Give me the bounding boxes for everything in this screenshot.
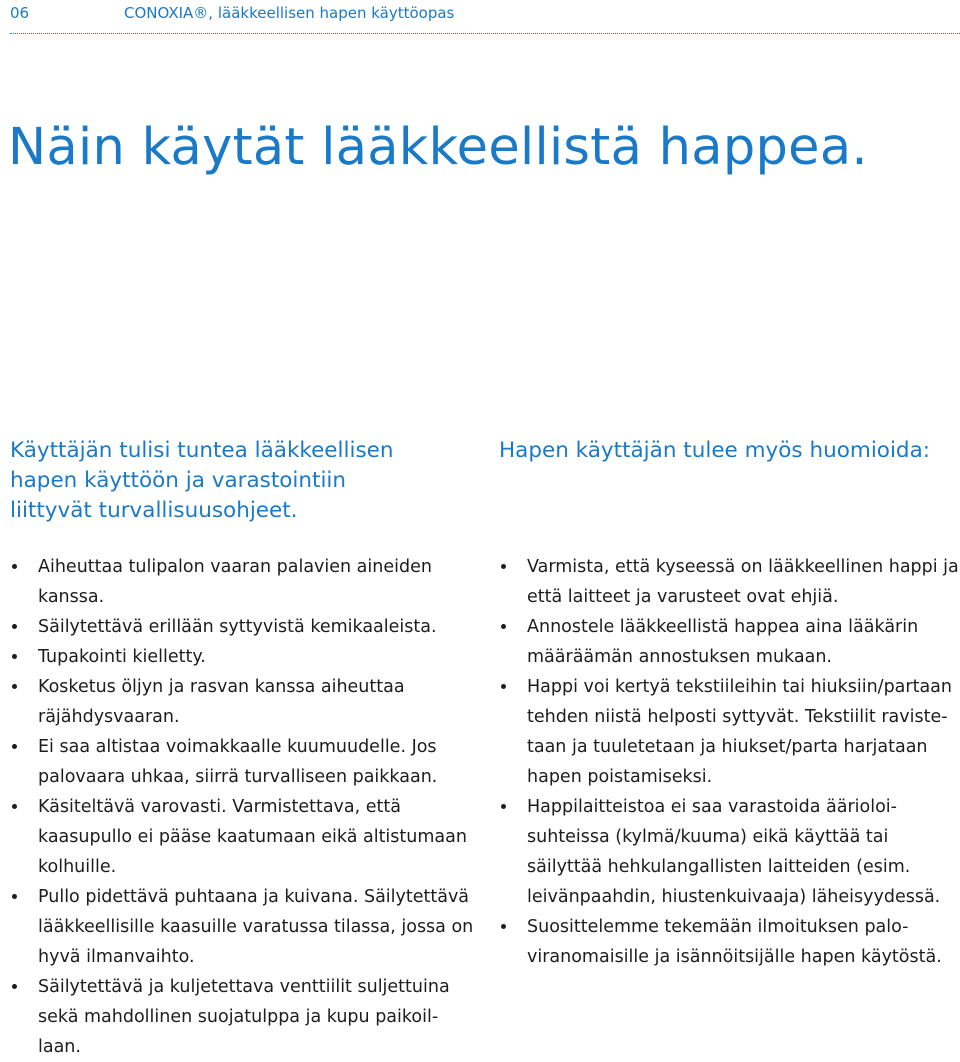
bullet-icon [501,624,506,629]
list-item-text: Kosketus öljyn ja rasvan kanssa aiheuttaa räjähdysvaaran. [38,677,405,727]
list-item-text: Suosittelemme tekemään ilmoituksen palo-viranomaisille ja isännöitsijälle hapen käytöstä. [527,917,942,967]
list-item [10,672,474,732]
list-item-text: Käsiteltävä varovasti. Varmistettava, että kaasupullo ei pääse kaatumaan eikä altistumaan kolhuille. [38,797,467,877]
bullet-icon [12,894,17,899]
list-item [10,792,474,882]
list-item [10,972,474,1062]
list-item [499,552,959,612]
list-item [499,912,959,972]
bullet-icon [12,804,17,809]
list-item [10,612,474,642]
list-item-text: Aiheuttaa tulipalon vaaran palavien aineiden kanssa. [38,557,432,607]
list-item [499,612,959,672]
bullet-icon [12,984,17,989]
page-title: Näin käytät lääkkeellistä happea. [8,118,868,177]
left-column [10,436,480,1062]
list-item-text: Happilaitteistoa ei saa varastoida äärioloi-suhteissa (kylmä/kuuma) eikä käyttää tai säilyttää hehkulangallisten laitteiden (esim. leivänpaahdin, hiustenkuivaaja) läheisyydessä. [527,797,941,907]
list-item-text: Tupakointi kielletty. [38,647,206,667]
bullet-icon [501,684,506,689]
list-item [10,552,474,612]
list-item-text: Annostele lääkkeellistä happea aina lääkärin määräämän annostuksen mukaan. [527,617,919,667]
bullet-icon [12,624,17,629]
bullet-icon [12,744,17,749]
list-item-text: Säilytettävä ja kuljetettava venttiilit suljettuina sekä mahdollinen suojatulppa ja kupu paikoil-laan. [38,977,450,1057]
list-item [10,732,474,792]
bullet-icon [12,654,17,659]
user-considerations-list [499,552,959,972]
bullet-icon [12,684,17,689]
page-header [0,0,960,30]
list-item [499,792,959,912]
bullet-icon [501,924,506,929]
right-column [499,436,959,972]
list-item [10,642,474,672]
bullet-icon [12,564,17,569]
list-item [10,882,474,972]
header-divider [10,33,960,34]
left-column-heading: Käyttäjän tulisi tuntea lääkkeellisen hapen käyttöön ja varastointiin liittyvät turvallisuusohjeet. [10,438,394,523]
list-item-text: Happi voi kertyä tekstiileihin tai hiuksiin/partaan tehden niistä helposti syttyvät. Tekstiilit raviste-taan ja tuuletetaan ja hiukset/parta harjataan hapen poistamiseksi. [527,677,952,787]
page-number: 06 [10,4,30,22]
list-item-text: Pullo pidettävä puhtaana ja kuivana. Säilytettävä lääkkeellisille kaasuille varatussa tilassa, jossa on hyvä ilmanvaihto. [38,887,474,967]
safety-instructions-list [10,552,480,1062]
list-item-text: Varmista, että kyseessä on lääkkeellinen happi ja että laitteet ja varusteet ovat ehjiä. [527,557,959,607]
list-item-text: Säilytettävä erillään syttyvistä kemikaaleista. [38,617,437,637]
list-item-text: Ei saa altistaa voimakkaalle kuumuudelle. Jos palovaara uhkaa, siirrä turvalliseen paikkaan. [38,737,438,787]
header-title: CONOXIA®, lääkkeellisen hapen käyttöopas [124,4,455,22]
right-column-heading: Hapen käyttäjän tulee myös huomioida: [499,438,930,463]
bullet-icon [501,564,506,569]
list-item [499,672,959,792]
bullet-icon [501,804,506,809]
